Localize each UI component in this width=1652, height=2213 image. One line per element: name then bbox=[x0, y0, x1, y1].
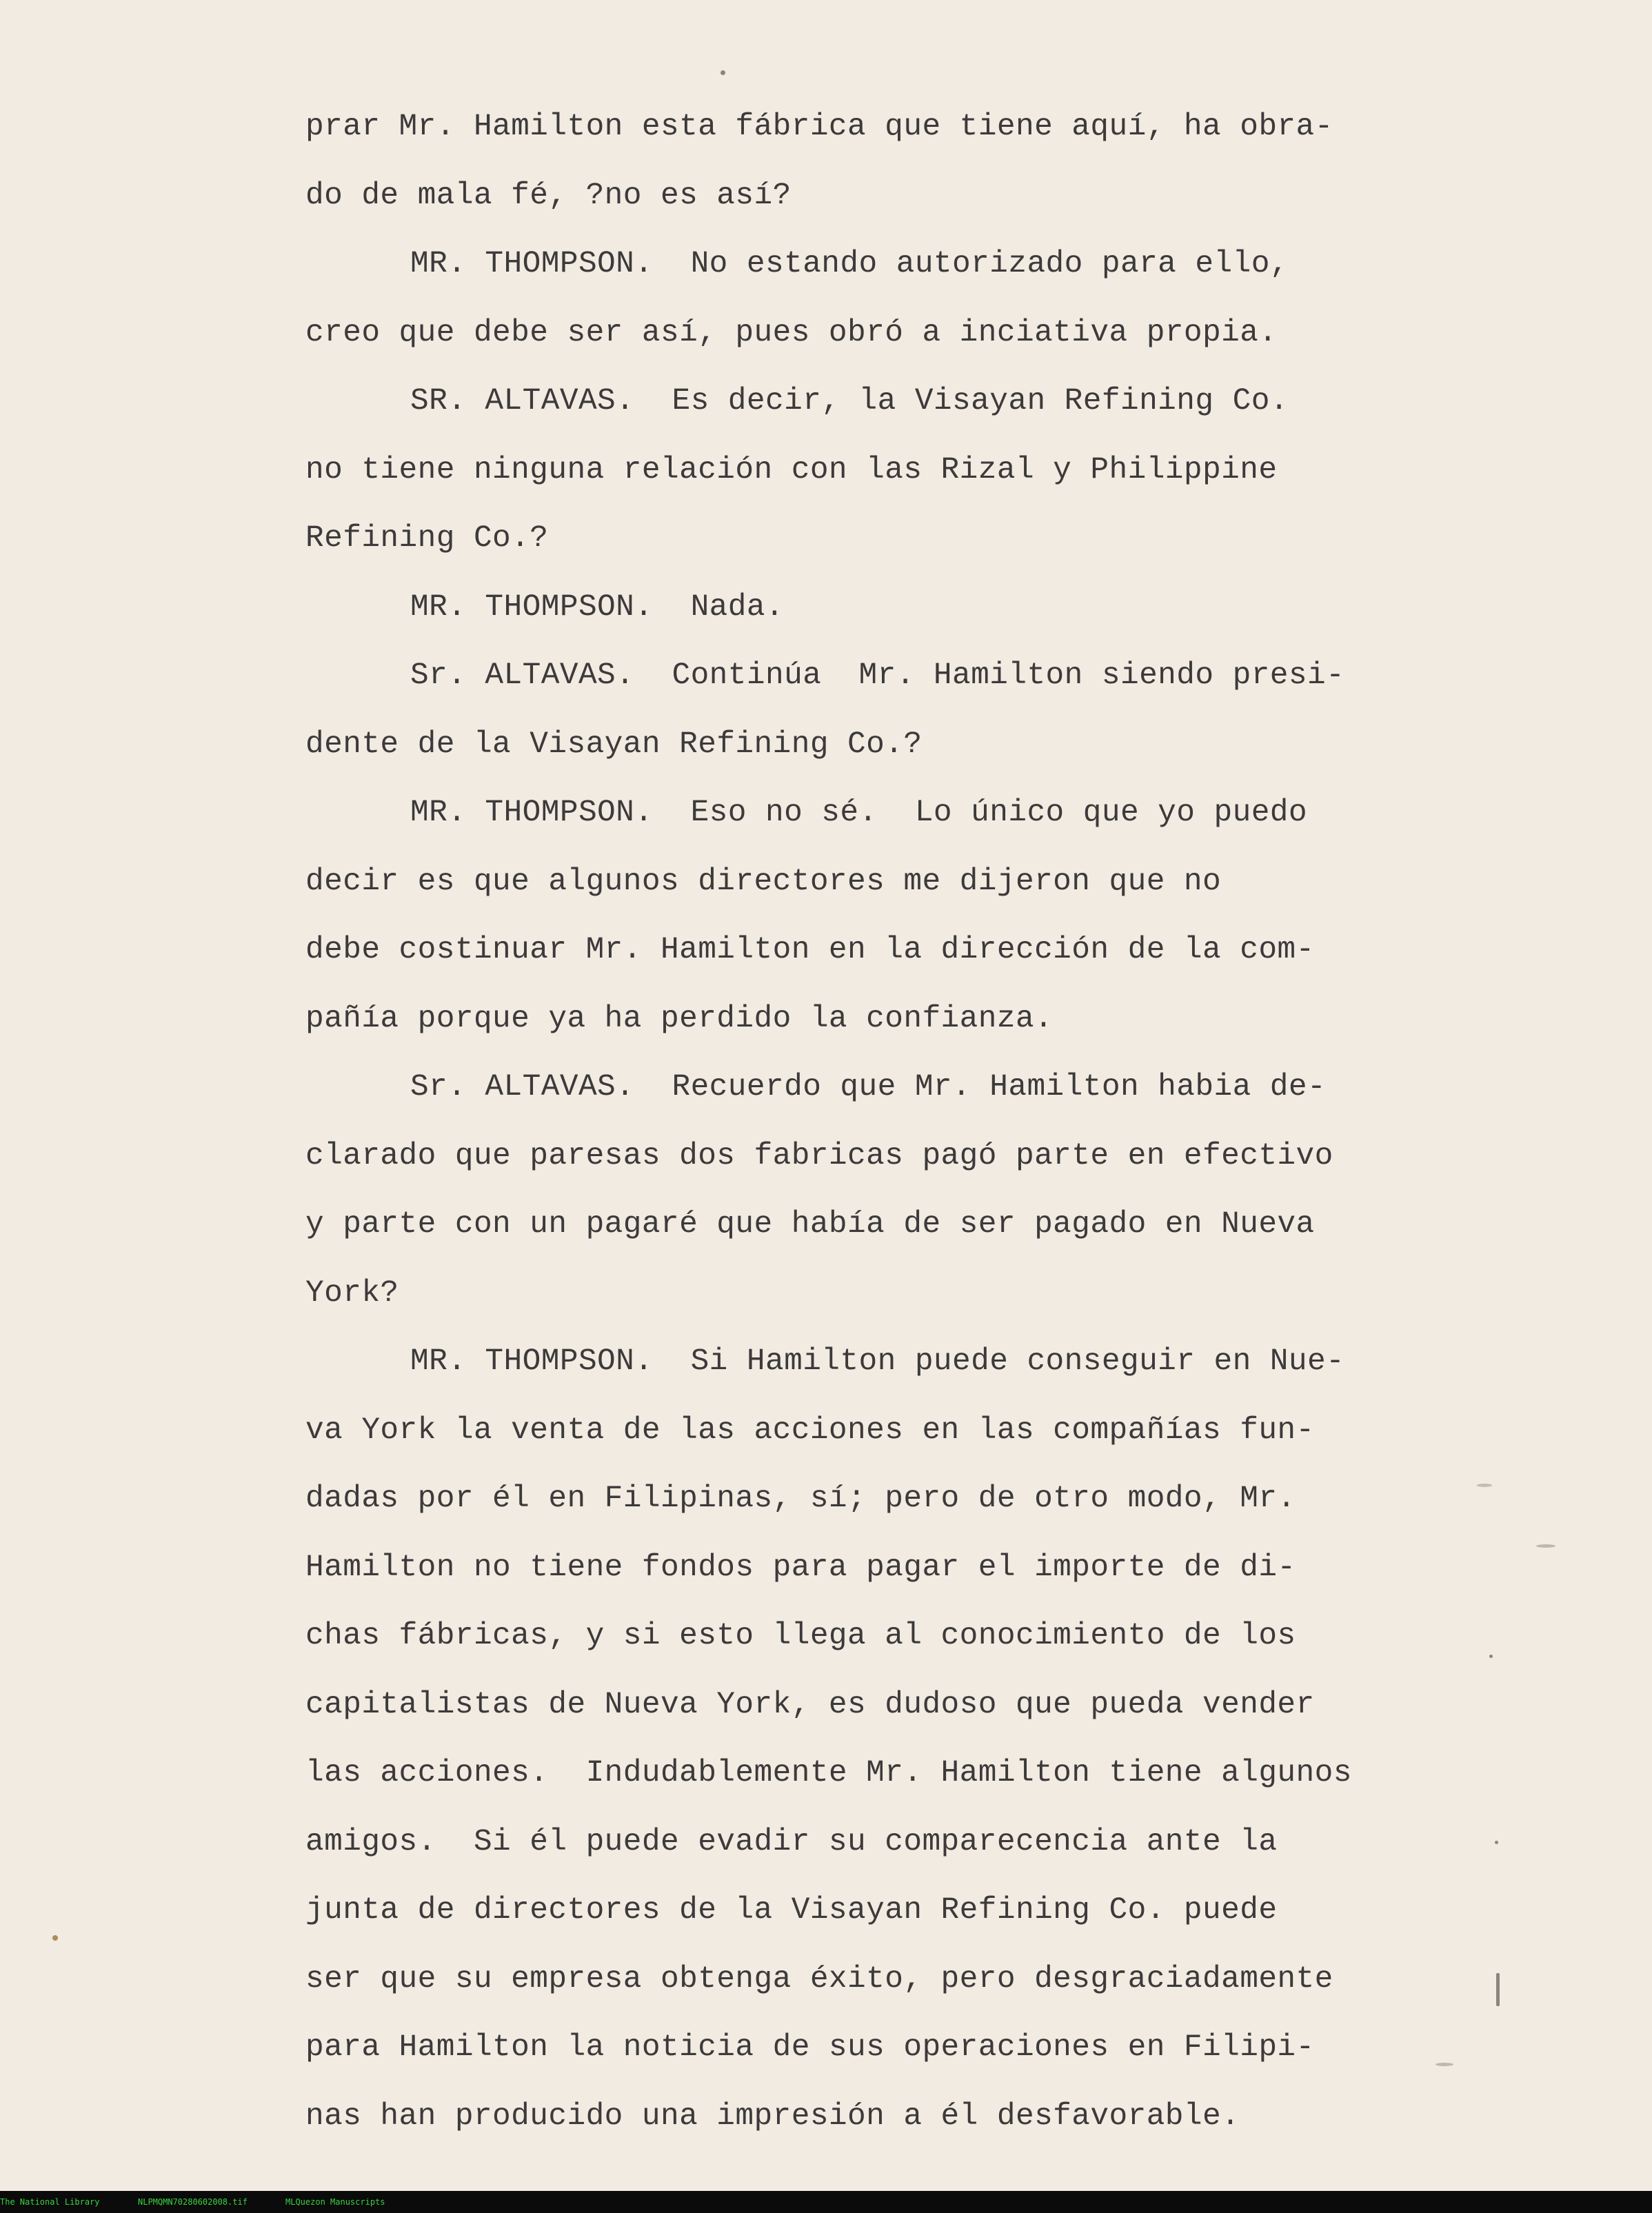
paper-speck bbox=[1495, 1841, 1498, 1844]
text-line: dente de la Visayan Refining Co.? bbox=[305, 727, 923, 762]
footer-file-id: NLPMQMN70280602008.tif bbox=[138, 2197, 248, 2207]
text-line: Sr. ALTAVAS. Recuerdo que Mr. Hamilton habia de- bbox=[410, 1070, 1327, 1104]
text-line: junta de directores de la Visayan Refining Co. puede bbox=[305, 1893, 1278, 1928]
text-line: Sr. ALTAVAS. Continúa Mr. Hamilton siendo presi- bbox=[410, 658, 1345, 693]
paper-speck bbox=[1477, 1484, 1492, 1487]
text-line: decir es que algunos directores me dijeron que no bbox=[305, 864, 1222, 899]
text-line: para Hamilton la noticia de sus operaciones en Filipi- bbox=[305, 2030, 1315, 2065]
paper-speck bbox=[1536, 1544, 1555, 1548]
text-line: debe costinuar Mr. Hamilton en la dirección de la com- bbox=[305, 933, 1315, 967]
text-line: va York la venta de las acciones en las compañías fun- bbox=[305, 1413, 1315, 1448]
text-line: MR. THOMPSON. Eso no sé. Lo único que yo puedo bbox=[410, 796, 1308, 830]
text-line: ser que su empresa obtenga éxito, pero desgraciadamente bbox=[305, 1961, 1333, 1997]
text-line: MR. THOMPSON. Nada. bbox=[410, 589, 785, 625]
text-line: creo que debe ser así, pues obró a inciativa propia. bbox=[305, 315, 1278, 350]
footer-collection: MLQuezon Manuscripts bbox=[285, 2197, 385, 2207]
text-line: MR. THOMPSON. Si Hamilton puede conseguir en Nue- bbox=[410, 1344, 1345, 1379]
text-line: chas fábricas, y si esto llega al conocimiento de los bbox=[305, 1619, 1296, 1653]
paper-speck bbox=[1496, 1973, 1500, 2006]
text-line: pañía porque ya ha perdido la confianza. bbox=[305, 1001, 1054, 1036]
text-line: capitalistas de Nueva York, es dudoso que pueda vender bbox=[305, 1687, 1315, 1722]
text-line: do de mala fé, ?no es así? bbox=[305, 178, 792, 213]
text-line: dadas por él en Filipinas, sí; pero de otro modo, Mr. bbox=[305, 1482, 1296, 1516]
text-line: nas han producido una impresión a él desfavorable. bbox=[305, 2099, 1240, 2134]
footer-library: The National Library bbox=[0, 2197, 100, 2207]
text-line: MR. THOMPSON. No estando autorizado para ello, bbox=[410, 247, 1289, 281]
text-line: York? bbox=[305, 1275, 399, 1311]
paper-speck bbox=[721, 70, 725, 75]
text-line: Refining Co.? bbox=[305, 521, 549, 556]
scan-footer-bar bbox=[0, 2191, 1652, 2213]
text-line: Hamilton no tiene fondos para pagar el importe de di- bbox=[305, 1550, 1296, 1585]
typed-text-block bbox=[305, 93, 1491, 2151]
text-line: clarado que paresas dos fabricas pagó parte en efectivo bbox=[305, 1138, 1333, 1173]
text-line: las acciones. Indudablemente Mr. Hamilton tiene algunos bbox=[305, 1756, 1352, 1790]
paper-speck bbox=[1436, 2063, 1453, 2066]
paper-speck bbox=[1489, 1655, 1493, 1658]
text-line: amigos. Si él puede evadir su comparecencia ante la bbox=[305, 1824, 1278, 1859]
text-line: no tiene ninguna relación con las Rizal y Philippine bbox=[305, 452, 1278, 487]
text-line: y parte con un pagaré que había de ser pagado en Nueva bbox=[305, 1207, 1315, 1242]
paper-speck bbox=[52, 1935, 58, 1941]
text-line: prar Mr. Hamilton esta fábrica que tiene aquí, ha obra- bbox=[305, 110, 1333, 144]
text-line: SR. ALTAVAS. Es decir, la Visayan Refining Co. bbox=[410, 384, 1289, 418]
